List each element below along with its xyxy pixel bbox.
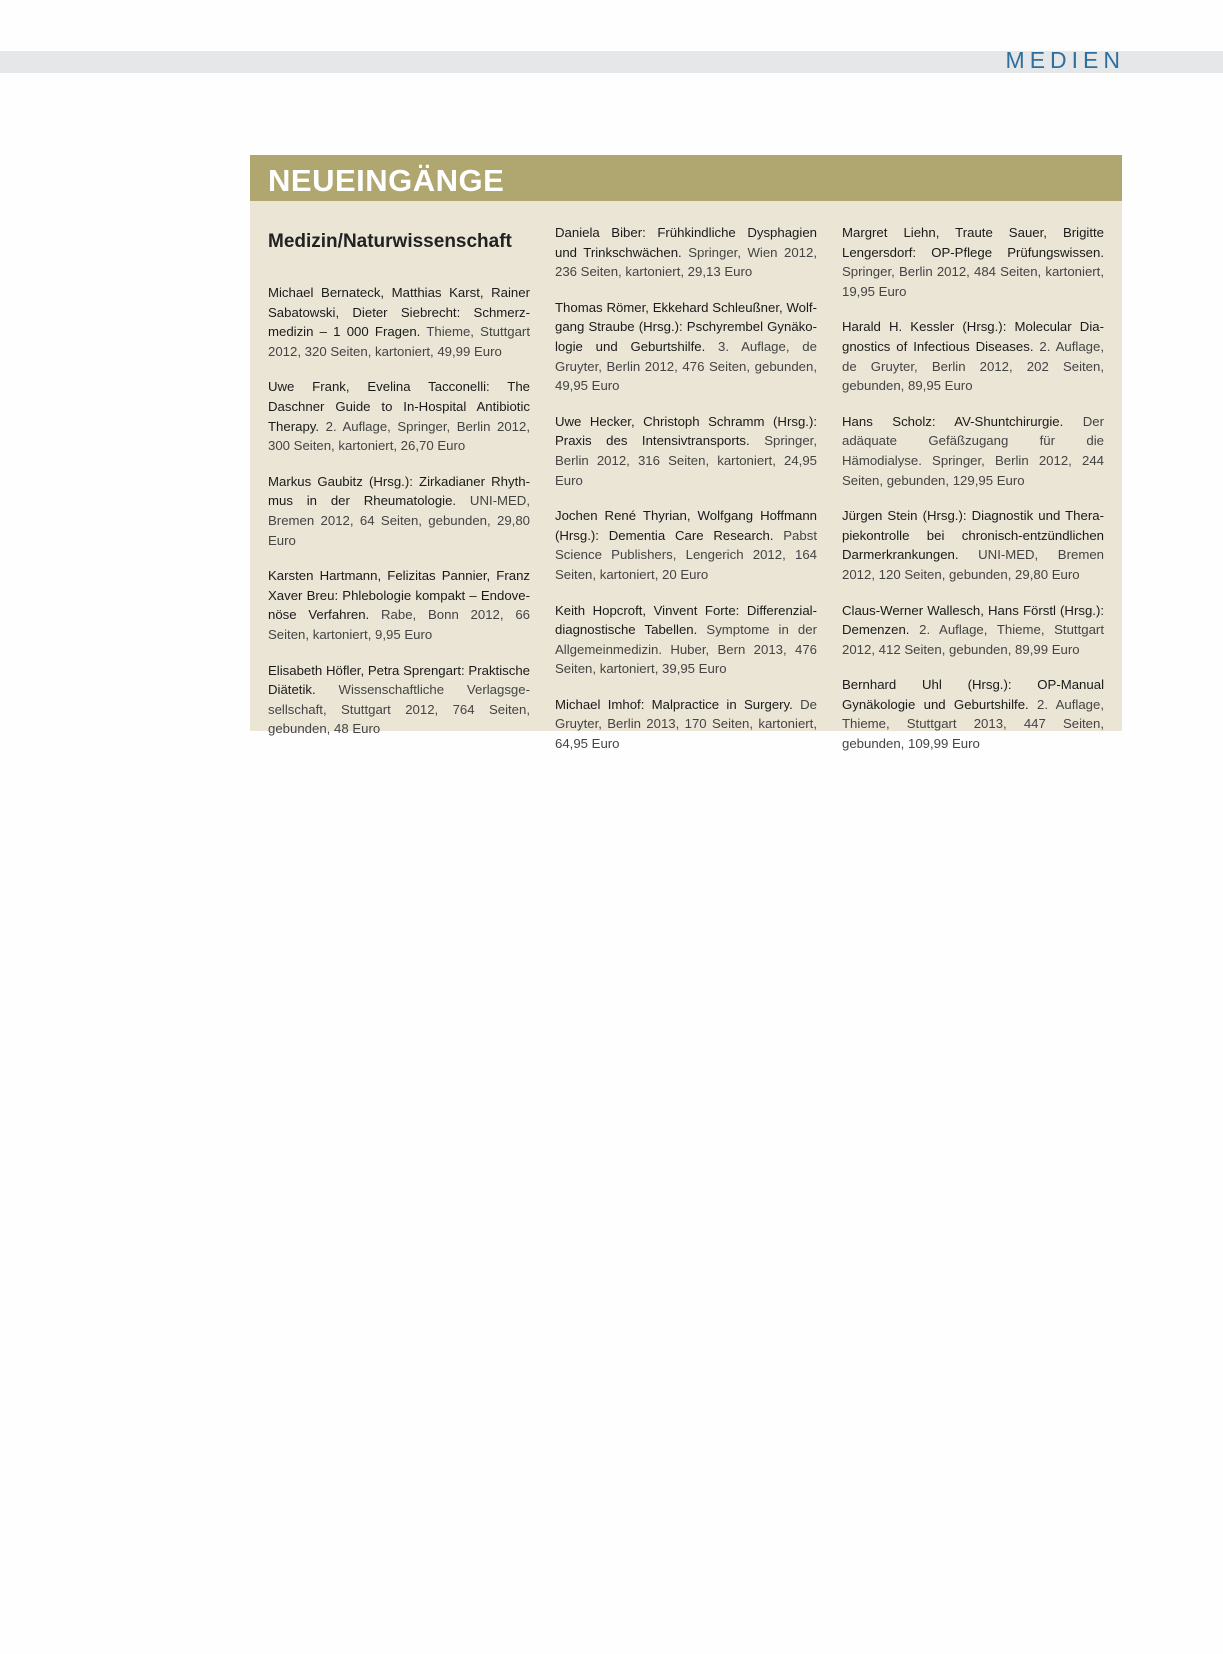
section-label: MEDIEN — [1005, 47, 1125, 73]
book-details: Springer, Wien 2012, 236 Seiten, kartoniert, 29,13 Euro — [555, 244, 817, 280]
category-heading: Medizin/Naturwissenschaft — [268, 231, 512, 252]
book-title: Hans Scholz: AV-Shuntchirurgie. — [842, 413, 1064, 429]
column-3 — [842, 223, 1104, 770]
book-title: Claus-Werner Wallesch, Hans Förstl (Hrsg.): Demenzen. — [842, 602, 1104, 638]
column-1 — [268, 223, 530, 770]
book-details: Wissenschaftliche Verlagsgesellschaft, Stuttgart 2012, 764 Seiten, gebunden, 48 Euro — [268, 682, 530, 737]
new-arrivals-box — [250, 155, 1122, 752]
book-title: Karsten Hartmann, Felizitas Pannier, Franz Xaver Breu: Phlebologie kompakt – Endovenöse Verfahren. — [268, 568, 530, 623]
book-entry — [842, 675, 1104, 753]
book-title: Michael Imhof: Malpractice in Surgery. — [555, 696, 793, 712]
book-entry — [842, 317, 1104, 395]
book-details: Der adäquate Gefäßzugang für die Hämodialyse. Springer, Berlin 2012, 244 Seiten, gebunden, 129,95 Euro — [842, 413, 1105, 488]
columns — [268, 223, 1104, 770]
book-entry — [842, 412, 1104, 490]
book-title: Margret Liehn, Traute Sauer, Brigitte Lengersdorf: OP-Pflege Prüfungswissen. — [842, 225, 1104, 260]
book-details: Symptome in der Allgemeinmedizin. Huber, Bern 2013, 476 Seiten, kartoniert, 39,95 Euro — [555, 622, 817, 677]
book-entry — [555, 412, 817, 490]
column-2 — [555, 223, 817, 770]
book-title: Uwe Frank, Evelina Tacconelli: The Daschner Guide to In-Hospital Antibiotic Therapy. — [268, 379, 530, 434]
book-entry — [268, 472, 530, 550]
book-details: Pabst Science Publishers, Lengerich 2012, 164 Seiten, kartoniert, 20 Euro — [555, 527, 817, 582]
book-title: Keith Hopcroft, Vinvent Forte: Differenzialdiagnostische Tabellen. — [555, 602, 817, 638]
book-details: 2. Auflage, Springer, Berlin 2012, 300 Seiten, kartoniert, 26,70 Euro — [268, 418, 530, 454]
book-details: De Gruyter, Berlin 2013, 170 Seiten, kartoniert, 64,95 Euro — [555, 696, 818, 752]
book-entry — [268, 566, 530, 644]
book-entry — [842, 601, 1104, 660]
book-title: Jürgen Stein (Hrsg.): Diagnostik und Therapiekontrolle bei chronisch-entzündlichen Darmerkrankungen. — [842, 508, 1104, 563]
book-entry — [268, 377, 530, 455]
book-title: Jochen René Thyrian, Wolfgang Hoffmann (Hrsg.): Dementia Care Research. — [555, 508, 817, 543]
book-entry — [555, 506, 817, 584]
book-details: Springer, Berlin 2012, 316 Seiten, kartoniert, 24,95 Euro — [555, 433, 817, 488]
book-details: UNI-MED, Bremen 2012, 64 Seiten, gebunden, 29,80 Euro — [268, 493, 530, 548]
book-entry — [842, 506, 1104, 584]
book-title: Daniela Biber: Frühkindliche Dysphagien und Trinkschwächen. — [555, 225, 817, 260]
book-title: Uwe Hecker, Christoph Schramm (Hrsg.): Praxis des Intensivtransports. — [555, 413, 817, 449]
box-header — [250, 155, 1122, 201]
book-entry — [268, 283, 530, 361]
book-title: Michael Bernateck, Matthias Karst, Rainer Sabatowski, Dieter Siebrecht: Schmerzmedizin – 1 000 Fragen. — [268, 285, 530, 340]
book-entry — [555, 223, 817, 282]
book-entry — [555, 298, 817, 396]
book-entry — [842, 223, 1104, 301]
book-details: UNI-MED, Bremen 2012, 120 Seiten, gebunden, 29,80 Euro — [842, 547, 1104, 582]
book-details: 2. Auflage, Thieme, Stuttgart 2013, 447 Seiten, gebunden, 109,99 Euro — [842, 696, 1104, 752]
book-details: 3. Auflage, de Gruyter, Berlin 2012, 476 Seiten, gebunden, 49,95 Euro — [555, 338, 817, 394]
book-title: Elisabeth Höfler, Petra Sprengart: Praktische Diätetik. — [268, 662, 530, 698]
book-title: Harald H. Kessler (Hrsg.): Molecular Diagnostics of Infectious Diseases. — [842, 319, 1104, 354]
book-entry — [268, 661, 530, 739]
box-title: NEUEINGÄNGE — [268, 163, 505, 198]
book-title: Thomas Römer, Ekkehard Schleußner, Wolfgang Straube (Hrsg.): Pschyrembel Gynäkologie und Geburtshilfe. — [555, 299, 817, 354]
book-details: Rabe, Bonn 2012, 66 Seiten, kartoniert, 9,95 Euro — [268, 607, 530, 642]
book-details: 2. Auflage, de Gruyter, Berlin 2012, 202 Seiten, gebunden, 89,95 Euro — [842, 338, 1104, 394]
book-details: Springer, Berlin 2012, 484 Seiten, kartoniert, 19,95 Euro — [842, 264, 1104, 299]
book-title: Markus Gaubitz (Hrsg.): Zirkadianer Rhythmus in der Rheumatologie. — [268, 473, 530, 509]
book-details: Thieme, Stuttgart 2012, 320 Seiten, kartoniert, 49,99 Euro — [268, 324, 530, 359]
book-entry — [555, 695, 817, 754]
book-details: 2. Auflage, Thieme, Stuttgart 2012, 412 Seiten, gebunden, 89,99 Euro — [842, 622, 1104, 657]
book-entry — [555, 601, 817, 679]
book-title: Bernhard Uhl (Hrsg.): OP-Manual Gynäkologie und Geburtshilfe. — [842, 677, 1104, 712]
